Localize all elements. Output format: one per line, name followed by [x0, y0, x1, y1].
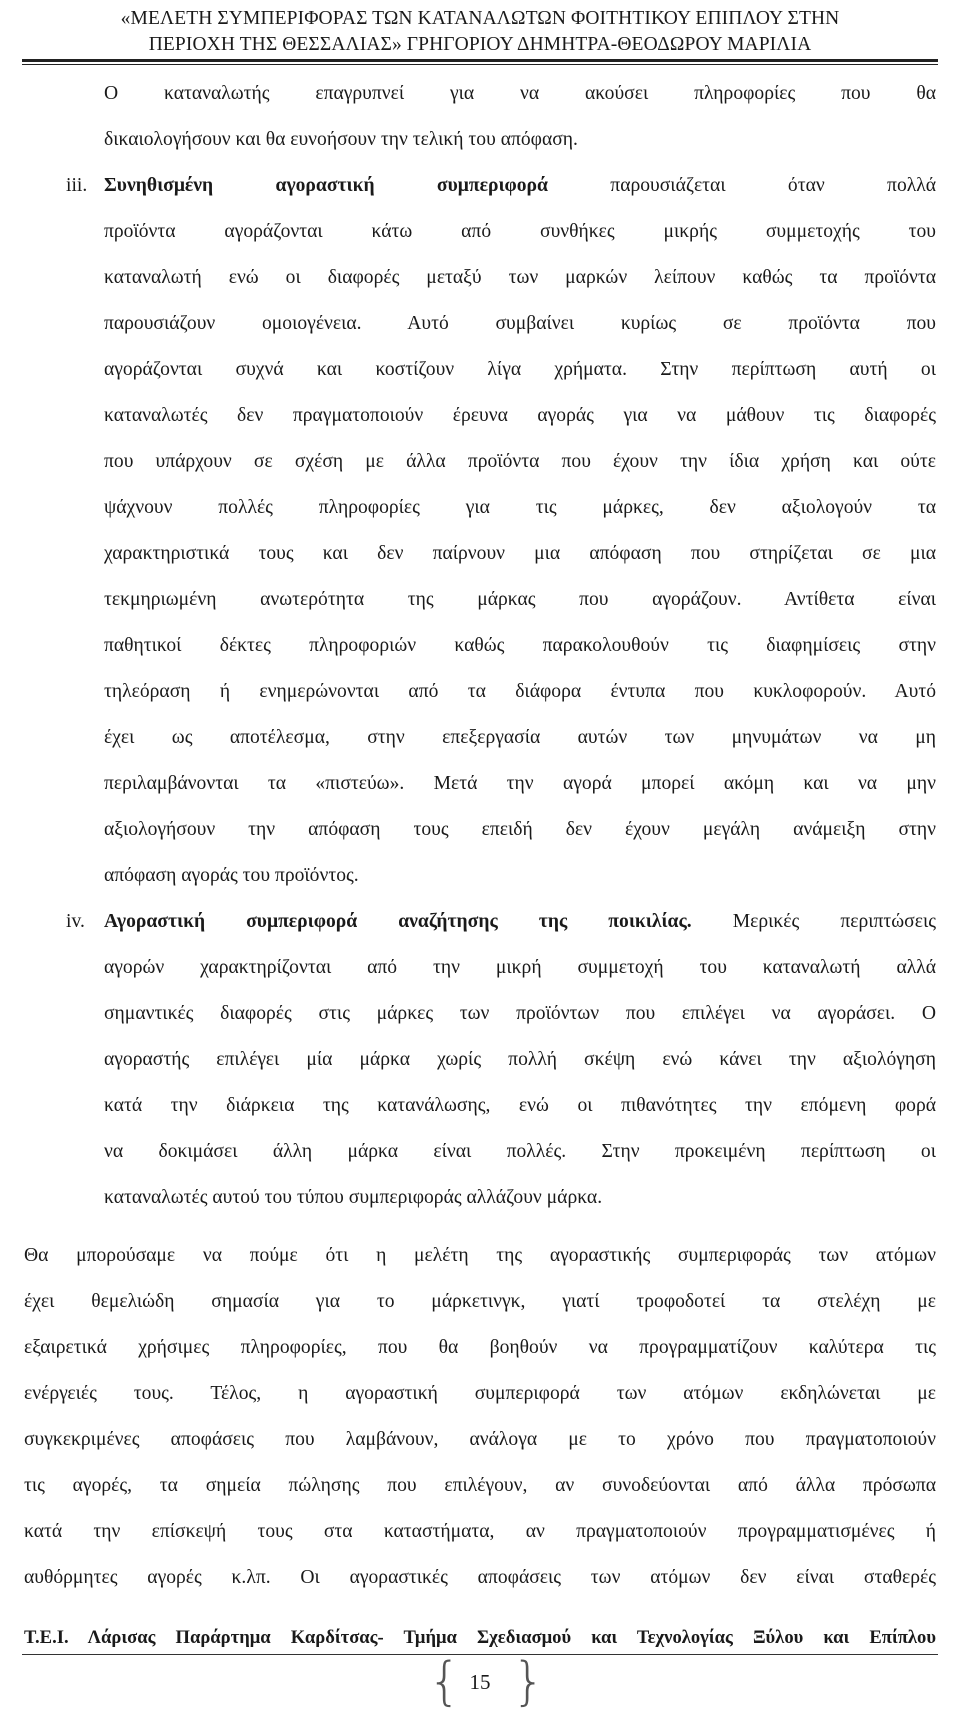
- running-header: [20, 6, 940, 58]
- text-line: αγοραστής επιλέγει μία μάρκα χωρίς πολλή σκέψη ενώ κάνει την αξιολόγηση: [104, 1049, 936, 1070]
- text-line: χαρακτηριστικά τους και δεν παίρνουν μια απόφαση που στηρίζεται σε μια: [104, 543, 936, 564]
- text-line: σημαντικές διαφορές στις μάρκες των προϊόντων που επιλέγει να αγοράσει. Ο: [104, 1003, 936, 1024]
- text-line: καταναλωτή ενώ οι διαφορές μεταξύ των μαρκών λείπουν καθώς τα προϊόντα: [104, 267, 936, 288]
- page-bracket-right: }: [512, 1652, 546, 1712]
- header-line-1: «ΜΕΛΕΤΗ ΣΥΜΠΕΡΙΦΟΡΑΣ ΤΩΝ ΚΑΤΑΝΑΛΩΤΩΝ ΦΟΙΤΗΤΙΚΟΥ ΕΠΙΠΛΟΥ ΣΤΗΝ: [120, 8, 840, 29]
- header-line-2: ΠΕΡΙΟΧΗ ΤΗΣ ΘΕΣΣΑΛΙΑΣ» ΓΡΗΓΟΡΙΟΥ ΔΗΜΗΤΡΑ-ΘΕΟΔΩΡΟΥ ΜΑΡΙΛΙΑ: [148, 34, 812, 55]
- text-line: τις αγορές, τα σημεία πώλησης που επιλέγουν, αν συνοδεύονται από άλλα πρόσωπα: [24, 1475, 936, 1496]
- text-line: περιλαμβάνονται τα «πιστεύω». Μετά την αγορά μπορεί ακόμη και να μην: [104, 773, 936, 794]
- list-marker: iv.: [66, 911, 85, 932]
- text-line: παθητικοί δέκτες πληροφοριών καθώς παρακολουθούν τις διαφημίσεις στην: [104, 635, 936, 656]
- text-line: καταναλωτές δεν πραγματοποιούν έρευνα αγοράς για να μάθουν τις διαφορές: [104, 405, 936, 426]
- text-line: αγορών χαρακτηρίζονται από την μικρή συμμετοχή του καταναλωτή αλλά: [104, 957, 936, 978]
- text-line: αυθόρμητες αγορές κ.λπ. Οι αγοραστικές αποφάσεις των ατόμων δεν είναι σταθερές: [24, 1567, 936, 1588]
- text-line: Ο καταναλωτής επαγρυπνεί για να ακούσει πληροφορίες που θα: [104, 83, 936, 104]
- text-line: απόφαση αγοράς του προϊόντος.: [104, 865, 359, 886]
- text-line: προϊόντα αγοράζονται κάτω από συνθήκες μικρής συμμετοχής του: [104, 221, 936, 242]
- text-line: ενέργειές τους. Τέλος, η αγοραστική συμπεριφορά των ατόμων εκδηλώνεται με: [24, 1383, 936, 1404]
- list-marker: iii.: [66, 175, 88, 196]
- text-line: [104, 910, 936, 934]
- text-line: εξαιρετικά χρήσιμες πληροφορίες, που θα βοηθούν να προγραμματίζουν καλύτερα τις: [24, 1337, 936, 1358]
- header-rule-thick: [22, 59, 938, 62]
- text-line: τεκμηριωμένη ανωτερότητα της μάρκας που αγοράζουν. Αντίθετα είναι: [104, 589, 936, 610]
- text-line: να δοκιμάσει άλλη μάρκα είναι πολλές. Στην προκειμένη περίπτωση οι: [104, 1141, 936, 1162]
- text-line: έχει ως αποτέλεσμα, στην επεξεργασία αυτών των μηνυμάτων να μη: [104, 727, 936, 748]
- text-line: [104, 174, 936, 198]
- footer-rule: [22, 1654, 938, 1655]
- text-line: κατά την διάρκεια της κατανάλωσης, ενώ οι πιθανότητες την επόμενη φορά: [104, 1095, 936, 1116]
- term-heading: Συνηθισμένη αγοραστική συμπεριφορά: [104, 175, 548, 196]
- footer-institution: Τ.Ε.Ι. Λάρισας Παράρτημα Καρδίτσας- Τμήμα Σχεδιασμού και Τεχνολογίας Ξύλου και Επίπλου: [24, 1627, 936, 1648]
- term-heading: Αγοραστική συμπεριφορά αναζήτησης της ποικιλίας.: [104, 911, 692, 932]
- text-line: Θα μπορούσαμε να πούμε ότι η μελέτη της αγοραστικής συμπεριφοράς των ατόμων: [24, 1245, 936, 1266]
- text-line: έχει θεμελιώδη σημασία για το μάρκετινγκ, γιατί τροφοδοτεί τα στελέχη με: [24, 1291, 936, 1312]
- text-line: τηλεόραση ή ενημερώνονται από τα διάφορα έντυπα που κυκλοφορούν. Αυτό: [104, 681, 936, 702]
- text-line: συγκεκριμένες αποφάσεις που λαμβάνουν, ανάλογα με το χρόνο που πραγματοποιούν: [24, 1429, 936, 1450]
- text-line: που υπάρχουν σε σχέση με άλλα προϊόντα που έχουν την ίδια χρήση και ούτε: [104, 451, 936, 472]
- text-line: κατά την επίσκεψή τους στα καταστήματα, αν πραγματοποιούν προγραμματισμένες ή: [24, 1521, 936, 1542]
- text-line: ψάχνουν πολλές πληροφορίες για τις μάρκες, δεν αξιολογούν τα: [104, 497, 936, 518]
- text-line: καταναλωτές αυτού του τύπου συμπεριφοράς αλλάζουν μάρκα.: [104, 1187, 603, 1208]
- page-number: 15: [469, 1670, 491, 1694]
- text-span: παρουσιάζεται όταν πολλά: [547, 175, 937, 196]
- text-line: αξιολογήσουν την απόφαση τους επειδή δεν έχουν μεγάλη ανάμειξη στην: [104, 819, 936, 840]
- text-span: Μερικές περιπτώσεις: [691, 911, 936, 932]
- text-line: παρουσιάζουν ομοιογένεια. Αυτό συμβαίνει κυρίως σε προϊόντα που: [104, 313, 936, 334]
- page-bracket-left: {: [428, 1652, 462, 1712]
- header-rule-thin: [22, 64, 938, 65]
- text-line: αγοράζονται συχνά και κοστίζουν λίγα χρήματα. Στην περίπτωση αυτή οι: [104, 359, 936, 380]
- text-line: δικαιολογήσουν και θα ευνοήσουν την τελική του απόφαση.: [104, 129, 578, 150]
